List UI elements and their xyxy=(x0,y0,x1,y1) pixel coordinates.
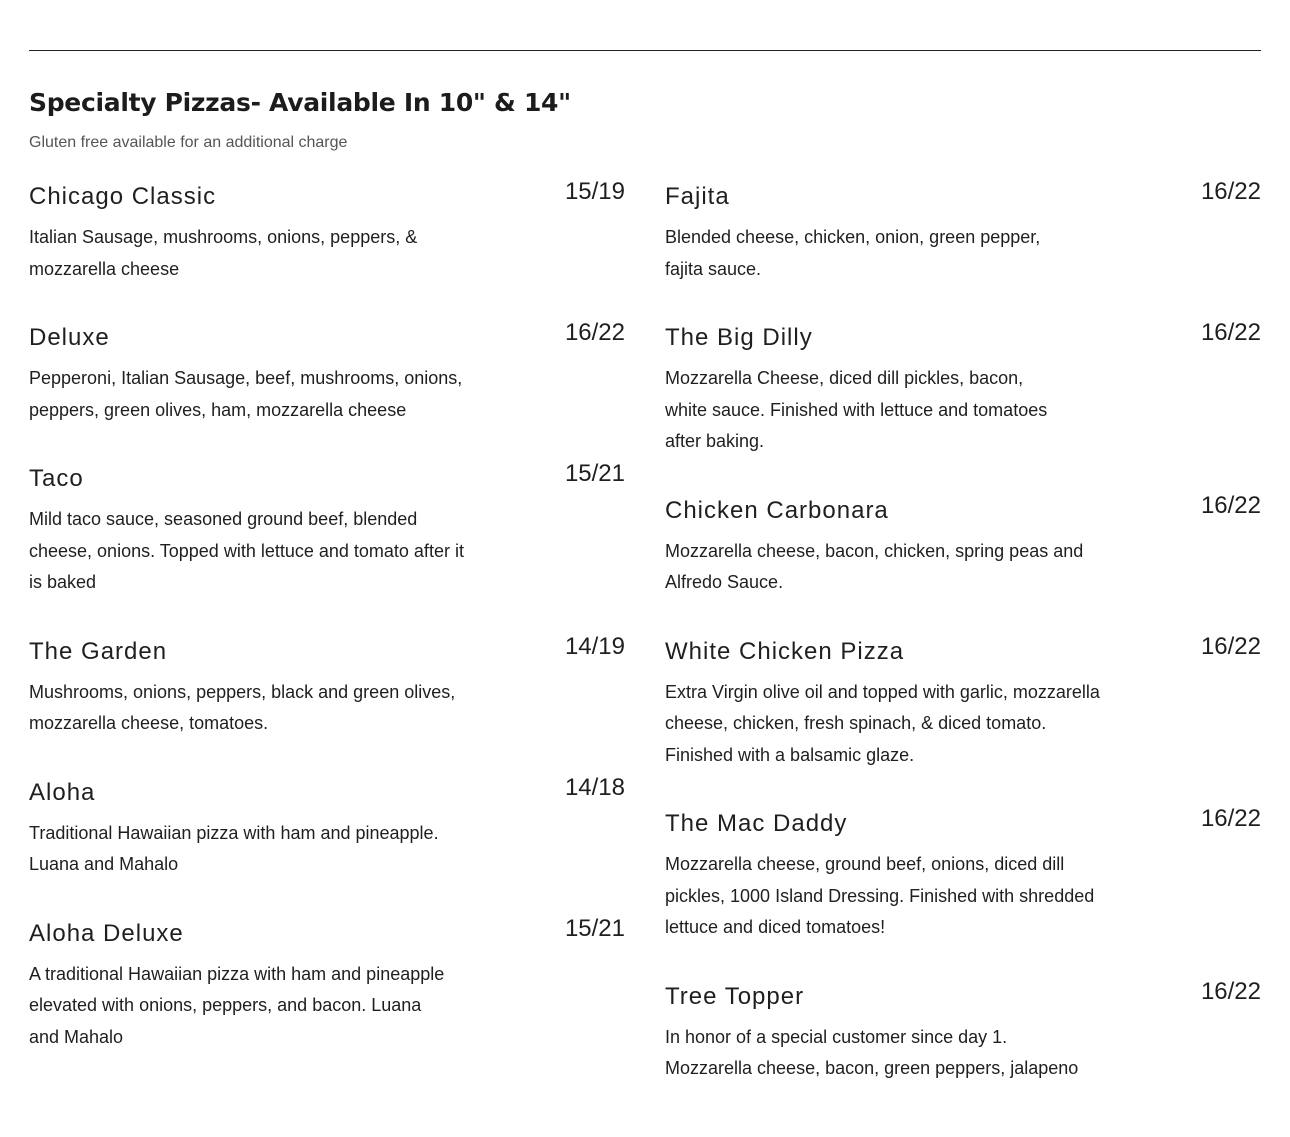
section-subtitle: Gluten free available for an additional charge xyxy=(29,134,348,151)
menu-item-description: Extra Virgin olive oil and topped with garlic, mozzarella cheese, chicken, fresh spinach, & diced tomato. Finished with a balsamic glaze. xyxy=(665,681,1100,765)
menu-item-name: Chicken Carbonara xyxy=(665,496,889,524)
menu-item-description: In honor of a special customer since day 1. Mozzarella cheese, bacon, green peppers, jalapeno xyxy=(665,1026,1079,1078)
section-divider xyxy=(29,50,1261,51)
menu-item-name: Taco xyxy=(29,465,84,492)
menu-item-price: 16/22 xyxy=(1200,977,1261,1005)
menu-item-price: 15/21 xyxy=(564,914,625,942)
menu-item-name: Deluxe xyxy=(29,324,110,351)
menu-item-price: 15/19 xyxy=(564,178,625,205)
menu-item xyxy=(29,914,625,1054)
menu-item xyxy=(29,632,625,740)
menu-item-price: 15/21 xyxy=(564,460,625,487)
menu-column-left xyxy=(29,180,625,1089)
menu-item-description: Mozzarella Cheese, diced dill pickles, bacon, white sauce. Finished with lettuce and tomatoes after baking. xyxy=(665,368,1048,451)
menu-item xyxy=(665,807,1261,944)
menu-item-price: 16/22 xyxy=(1200,178,1261,205)
menu-item-description: Mushrooms, onions, peppers, black and green olives, mozzarella cheese, tomatoes. xyxy=(29,681,456,733)
menu-item xyxy=(665,632,1261,772)
menu-item-name: The Garden xyxy=(29,637,168,665)
menu-item xyxy=(29,180,625,285)
menu-item-name: Fajita xyxy=(665,183,730,210)
menu-item-description: Traditional Hawaiian pizza with ham and pineapple. Luana and Mahalo xyxy=(29,822,439,874)
menu-item-name: Tree Topper xyxy=(665,982,805,1010)
menu-item-description: Pepperoni, Italian Sausage, beef, mushrooms, onions, peppers, green olives, ham, mozzarella cheese xyxy=(29,368,463,420)
menu-item-description: Mozzarella cheese, ground beef, onions, diced dill pickles, 1000 Island Dressing. Finished with shredded lettuce and diced tomatoes! xyxy=(665,854,1095,937)
menu-item xyxy=(665,977,1261,1085)
menu-item xyxy=(29,462,625,599)
menu-item xyxy=(665,180,1261,285)
menu-item-description: A traditional Hawaiian pizza with ham and pineapple elevated with onions, peppers, and bacon. Luana and Mahalo xyxy=(29,963,445,1047)
menu-item-name: The Mac Daddy xyxy=(665,810,848,837)
menu-item-description: Mozzarella cheese, bacon, chicken, spring peas and Alfredo Sauce. xyxy=(665,540,1084,592)
menu-item-price: 16/22 xyxy=(1200,632,1261,660)
menu-item-price: 16/22 xyxy=(1200,319,1261,346)
section-title: Specialty Pizzas- Available In 10" & 14" xyxy=(29,88,571,117)
menu-item-price: 14/19 xyxy=(564,632,625,660)
menu-item-price: 16/22 xyxy=(1200,491,1261,519)
menu-item-price: 16/22 xyxy=(1200,805,1261,832)
menu-item-description: Blended cheese, chicken, onion, green pepper, fajita sauce. xyxy=(665,227,1041,279)
menu-item-name: Aloha Deluxe xyxy=(29,919,184,947)
menu-item-name: Chicago Classic xyxy=(29,183,217,210)
menu-item xyxy=(29,773,625,881)
menu-item-name: White Chicken Pizza xyxy=(665,637,905,665)
menu-item-price: 14/18 xyxy=(564,773,625,801)
menu-item xyxy=(665,491,1261,599)
menu-item xyxy=(29,321,625,426)
menu-item-price: 16/22 xyxy=(564,319,625,346)
menu-column-right xyxy=(665,180,1261,1121)
menu-item-description: Mild taco sauce, seasoned ground beef, blended cheese, onions. Topped with lettuce and tomato after it is baked xyxy=(29,509,464,592)
menu-item-name: The Big Dilly xyxy=(665,324,813,351)
menu-item-description: Italian Sausage, mushrooms, onions, peppers, & mozzarella cheese xyxy=(29,227,418,279)
menu-item-name: Aloha xyxy=(29,778,96,806)
menu-item xyxy=(665,321,1261,458)
